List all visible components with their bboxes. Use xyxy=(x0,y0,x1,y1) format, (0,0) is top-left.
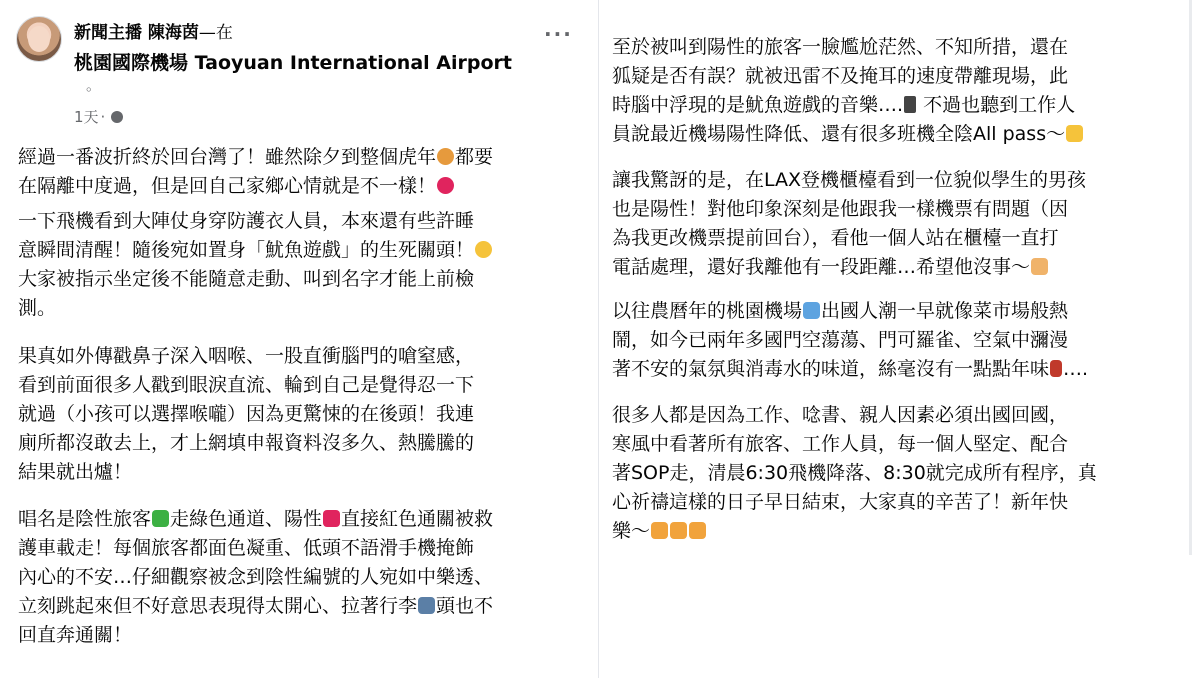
luggage-emoji xyxy=(418,597,435,614)
post-time[interactable]: 1天 xyxy=(74,108,99,126)
red-cross-emoji xyxy=(323,510,340,527)
airplane-emoji xyxy=(803,302,820,319)
post-paragraph: 唱名是陰性旅客 走綠色通道、陽性 直接紅色通關被救 護車載走！每個旅客都面色凝重、低頭不語滑手機掩飾 內心的不安…仔細觀察被念到陰性編號的人宛如中樂透、 立刻跳起來但不好意思表現得太開心、拉著行李 頭也不 回直奔通關！ xyxy=(18,508,494,646)
post-paragraph: 經過一番波折終於回台灣了！雖然除夕到整個虎年 都要 在隔離中度過，但是回自己家鄉心情就是不一樣！ xyxy=(18,146,494,197)
post-paragraph: 很多人都是因為工作、唸書、親人因素必須出國回國， 寒風中看著所有旅客、工作人員，每一個人堅定、配合 著SOP走，清晨6:30飛機降落、8:30就完成所有程序，真 心祈禱這樣的日子早日結束，大家真的辛苦了！新年快 樂～ xyxy=(612,404,1097,542)
column-divider xyxy=(598,0,599,678)
party-popper-emoji xyxy=(689,522,706,539)
praying-hands-emoji xyxy=(1031,258,1048,275)
green-check-emoji xyxy=(152,510,169,527)
location-suffix: 。 xyxy=(86,76,102,94)
red-heart-emoji xyxy=(437,177,454,194)
music-note-emoji xyxy=(904,96,916,113)
author-line xyxy=(74,18,233,43)
location-link[interactable]: 桃園國際機場 Taoyuan International Airport xyxy=(74,52,512,74)
post-paragraph: 一下飛機看到大陣仗身穿防護衣人員，本來還有些許睡 意瞬間清醒！隨後宛如置身「魷魚遊戲」的生死關頭！ 大家被指示坐定後不能隨意走動、叫到名字才能上前檢 測。 xyxy=(18,207,588,323)
avatar-face xyxy=(28,26,50,52)
at-text: —在 xyxy=(198,23,233,43)
post-paragraph: 以往農曆年的桃園機場 出國人潮一早就像菜市場般熱 鬧，如今已兩年多國門空蕩蕩、門可羅雀、空氣中瀰漫 著不安的氣氛與消毒水的味道，絲毫沒有一點點年味 …. xyxy=(612,300,1089,380)
thumbs-up-emoji xyxy=(1066,125,1083,142)
globe-icon xyxy=(111,111,123,123)
party-popper-emoji xyxy=(651,522,668,539)
time-separator: · xyxy=(100,107,106,126)
screaming-face-emoji xyxy=(475,241,492,258)
firecracker-emoji xyxy=(1050,360,1062,377)
party-popper-emoji xyxy=(670,522,687,539)
author-name[interactable]: 新聞主播 陳海茵 xyxy=(74,23,199,43)
post-paragraph: 果真如外傳戳鼻子深入咽喉、一股直衝腦門的嗆窒感， 看到前面很多人戳到眼淚直流、輪到自己是覺得忍一下 就過（小孩可以選擇喉嚨）因為更驚悚的在後頭！我連 廁所都沒敢去上，才上網填申報資料沒多久、熱騰騰的 結果就出爐！ xyxy=(18,345,475,483)
tiger-cat-emoji xyxy=(437,148,454,165)
post-right-column xyxy=(600,0,1192,678)
post-paragraph: 讓我驚訝的是，在LAX登機櫃檯看到一位貌似學生的男孩 也是陽性！對他印象深刻是他跟我一樣機票有問題（因 為我更改機票提前回台），看他一個人站在櫃檯一直打 電話處理，還好我離他有一段距離…希望他沒事～ xyxy=(612,169,1087,278)
post-header xyxy=(16,12,586,132)
post-paragraph: 至於被叫到陽性的旅客一臉尷尬茫然、不知所措，還在 狐疑是否有誤？就被迅雷不及掩耳的速度帶離現場，此 時腦中浮現的是魷魚遊戲的音樂…. 不過也聽到工作人 員說最近機場陽性降低、還有很多班機全陰All pass～ xyxy=(612,33,1182,149)
post-meta xyxy=(74,106,123,127)
author-avatar[interactable] xyxy=(16,16,62,62)
more-options-button[interactable]: ··· xyxy=(544,22,573,46)
